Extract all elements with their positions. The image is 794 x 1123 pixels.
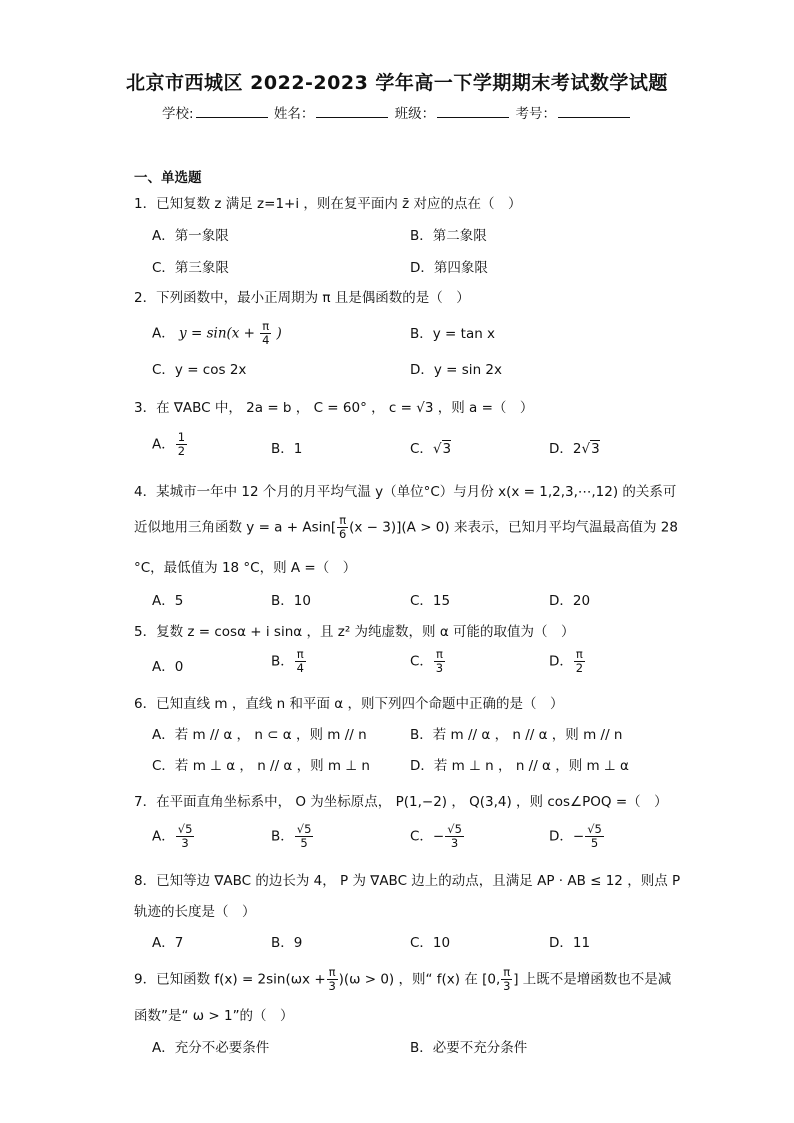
q5-c-prefix: C． [410,653,433,670]
q2-option-c: C．y = cos 2x [152,362,247,378]
class-label: 班级： [394,106,436,122]
q2-stem: 2．下列函数中，最小正周期为 π 且是偶函数的是（ ） [134,290,470,306]
q7-c-den: 3 [450,836,459,850]
q3-option-a [152,431,188,458]
q8-line2: 轨迹的长度是（ ） [134,904,256,920]
q2-a-expr: y = sin(x + [179,325,255,342]
q1-option-a: A．第一象限 [152,228,229,244]
q7-b-prefix: B． [271,828,294,845]
q7-b-num: √5 [296,822,312,836]
q2-a-prefix: A． [152,325,175,342]
q4-fraction [337,514,348,541]
q4-line2 [134,514,678,541]
q5-d-den: 2 [575,661,584,675]
exam-no-label: 考号： [515,106,556,122]
q2-a-close: ) [276,325,282,342]
exam-no-blank [558,105,630,118]
q2-option-a [152,320,282,347]
q2-option-b: B．y = tan x [410,326,496,342]
school-blank [196,105,268,118]
q7-a-prefix: A． [152,828,175,845]
q8-option-b: B．9 [271,935,303,951]
q9-fraction-1 [327,966,338,993]
q5-b-den: 4 [296,661,304,675]
q4-num: π [339,513,347,527]
q3-c-radicand: 3 [442,441,452,457]
q9-num-1: π [328,965,336,979]
q4-line1: 4．某城市一年中 12 个月的月平均气温 y（单位°C）与月份 x(x = 1,2,3,⋯,12) 的关系可 [134,484,677,500]
q7-b-den: 5 [300,836,308,850]
q7-a-num: √5 [177,822,193,836]
q7-option-c [410,823,465,850]
q9-den-1: 3 [328,979,336,993]
q6-option-c: C．若 m ⊥ α ， n // α ，则 m ⊥ n [152,758,370,774]
q5-d-prefix: D． [549,653,573,670]
q5-b-num: π [296,647,304,661]
q9-mid: )(ω > 0) ，则“ f(x) 在 [0, [338,971,501,988]
q9-num-2: π [503,965,511,979]
name-label: 姓名： [273,106,315,122]
q4-den: 6 [338,527,347,541]
class-blank [437,105,509,118]
q1-option-c: C．第三象限 [152,260,229,276]
q3-d-radicand: 3 [591,441,600,457]
exam-title: 北京市西城区 2022-2023 学年高一下学期期末考试数学试题 [126,72,668,94]
q7-option-d [549,823,605,850]
q7-option-b [271,823,314,850]
q8-line1: 8．已知等边 ∇ABC 的边长为 4， P 为 ∇ABC 边上的动点，且满足 AP · AB ≤ 12 ，则点 P [134,873,681,889]
q6-option-b: B．若 m // α ， n // α ，则 m // n [410,727,623,743]
section-heading: 一、单选题 [134,170,202,186]
q3-a-fraction [176,431,187,458]
q3-option-d: D．2√3 [549,441,600,457]
q5-option-a: A．0 [152,659,184,675]
q4-option-b: B．10 [271,593,311,609]
q9-left: 9．已知函数 f(x) = 2sin(ωx + [134,971,326,988]
q7-d-num: √5 [587,822,602,836]
q4-line2-right: (x − 3)](A > 0) 来表示，已知月平均气温最高值为 28 [349,519,678,536]
q7-b-fraction [295,823,314,850]
q7-a-den: 3 [181,836,189,850]
q8-option-c: C．10 [410,935,451,951]
q4-line2-left: 近似地用三角函数 y = a + Asin[ [134,519,337,536]
q7-d-den: 5 [590,836,599,850]
q6-stem: 6．已知直线 m ，直线 n 和平面 α ，则下列四个命题中正确的是（ ） [134,696,564,712]
q7-c-num: √5 [447,822,462,836]
q4-option-d: D．20 [549,593,591,609]
q5-option-b [271,648,307,675]
q7-c-prefix: C．− [410,828,445,845]
q9-fraction-2 [501,966,512,993]
q4-option-a: A．5 [152,593,184,609]
q7-a-fraction [176,823,195,850]
q3-a-den: 2 [177,444,186,458]
q7-stem: 7．在平面直角坐标系中， O 为坐标原点， P(1,−2) ， Q(3,4) ，则 cos∠POQ =（ ） [134,794,668,810]
q5-c-num: π [435,647,443,661]
q9-den-2: 3 [503,979,511,993]
q5-b-prefix: B． [271,653,294,670]
q5-stem: 5．复数 z = cosα + i sinα ，且 z² 为纯虚数，则 α 可能的取值为（ ） [134,624,575,640]
q7-option-a [152,823,195,850]
q6-option-a: A．若 m // α ， n ⊂ α ，则 m // n [152,727,367,743]
q9-option-a: A．充分不必要条件 [152,1040,270,1056]
q8-option-a: A．7 [152,935,184,951]
q9-option-b: B．必要不充分条件 [410,1040,528,1056]
q9-line1 [134,966,671,993]
q1-option-d: D．第四象限 [410,260,488,276]
q3-a-prefix: A． [152,436,175,453]
q9-line2: 函数”是“ ω > 1”的（ ） [134,1008,294,1024]
q3-a-num: 1 [177,430,186,444]
q4-line3: °C，最低值为 18 °C，则 A =（ ） [134,560,357,576]
q6-option-d: D．若 m ⊥ n ， n // α ，则 m ⊥ α [410,758,629,774]
school-label: 学校: [162,106,194,122]
q5-option-c [410,648,446,675]
q2-option-d: D．y = sin 2x [410,362,502,378]
name-blank [316,105,388,118]
q2-a-num: π [262,319,270,333]
q3-c-prefix: C． [410,441,433,457]
q1-stem: 1．已知复数 z 满足 z=1+i ，则在复平面内 z̄ 对应的点在（ ） [134,196,522,212]
q2-a-den: 4 [262,333,270,347]
q3-d-prefix: D．2 [549,441,582,457]
q4-option-c: C．15 [410,593,451,609]
q5-d-fraction [574,648,585,675]
q5-b-fraction [295,648,306,675]
q2-a-fraction [260,320,271,347]
q8-option-d: D．11 [549,935,591,951]
q7-c-fraction [445,823,464,850]
q9-right: ] 上既不是增函数也不是减 [513,971,672,988]
q5-option-d [549,648,586,675]
q3-stem: 3．在 ∇ABC 中， 2a = b ， C = 60° ， c = √3 ，则 a =（ ） [134,400,534,416]
q1-option-b: B．第二象限 [410,228,487,244]
student-info-line [0,102,794,122]
q5-d-num: π [575,647,583,661]
q7-d-fraction [585,823,604,850]
q5-c-fraction [434,648,445,675]
q3-option-c: C．√3 [410,441,452,457]
q5-c-den: 3 [435,661,444,675]
q7-d-prefix: D．− [549,828,585,845]
q3-option-b: B．1 [271,441,303,457]
